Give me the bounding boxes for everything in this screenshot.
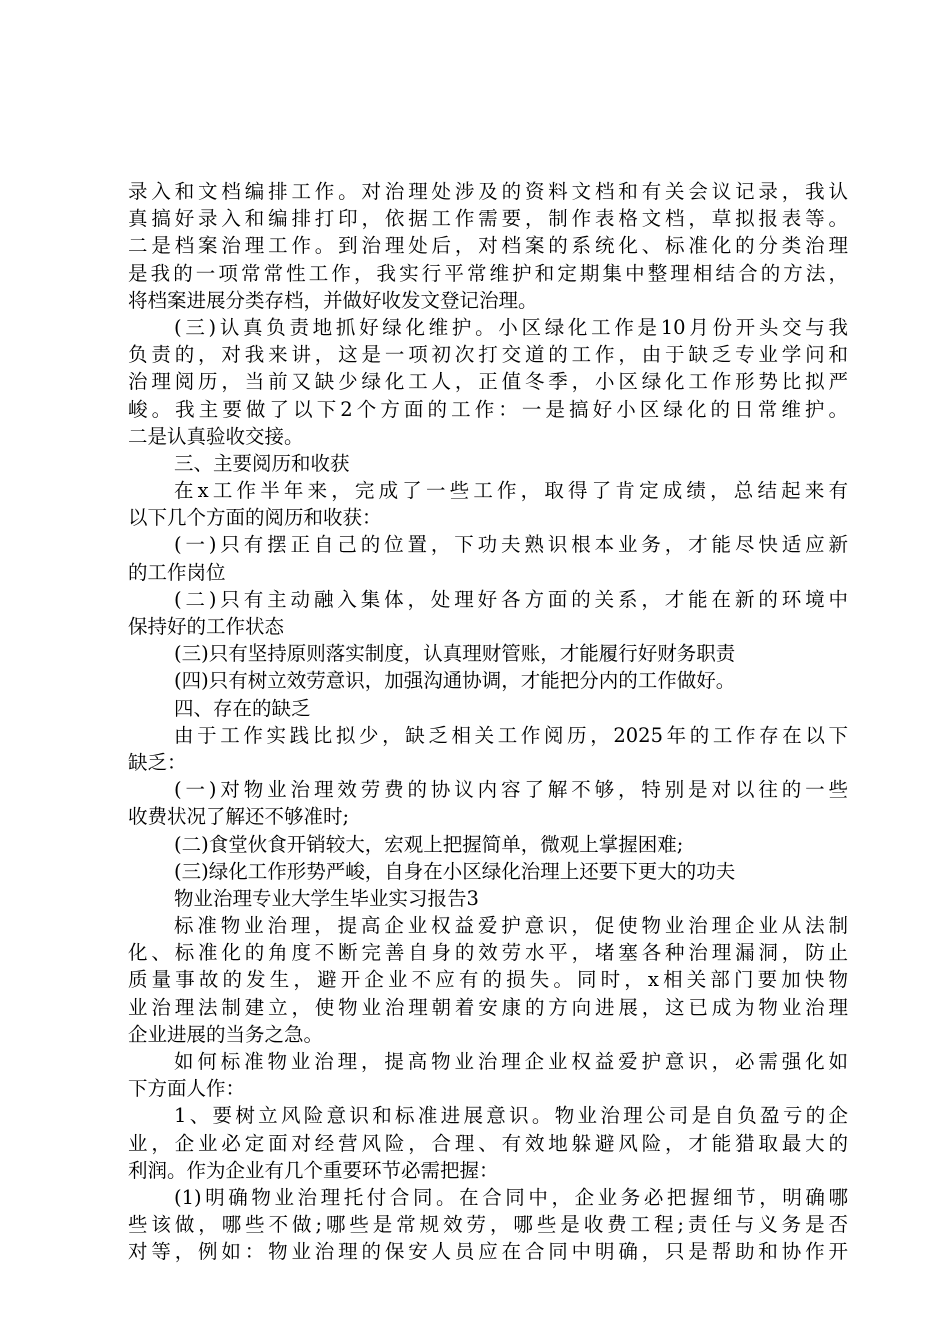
text-line: 录入和文档编排工作。对治理处涉及的资料文档和有关会议记录，我认 bbox=[128, 180, 848, 203]
text-line: 将档案进展分类存档，并做好收发文登记治理。 bbox=[128, 288, 538, 312]
text-line: 四、存在的缺乏 bbox=[174, 696, 311, 720]
text-line: 二是档案治理工作。到治理处后，对档案的系统化、标准化的分类治理 bbox=[128, 234, 848, 258]
text-line: 如何标准物业治理，提高物业治理企业权益爱护意识，必需强化如 bbox=[174, 1050, 848, 1073]
text-line: 负责的，对我来讲，这是一项初次打交道的工作，由于缺乏专业学问和 bbox=[128, 343, 848, 367]
text-line: (三)绿化工作形势严峻，自身在小区绿化治理上还要下更大的功夫 bbox=[174, 859, 736, 883]
text-line: 的工作岗位 bbox=[128, 560, 226, 584]
text-line: 些该做，哪些不做;哪些是常规效劳，哪些是收费工程;责任与义务是否 bbox=[128, 1213, 848, 1237]
text-line: (四)只有树立效劳意识，加强沟通协调，才能把分内的工作做好。 bbox=[174, 669, 736, 693]
text-line: 峻。我主要做了以下2个方面的工作：一是搞好小区绿化的日常维护。 bbox=[128, 397, 848, 421]
text-line: (一)对物业治理效劳费的协议内容了解不够，特别是对以往的一些 bbox=[174, 778, 848, 802]
text-line: 二是认真验收交接。 bbox=[128, 424, 304, 448]
text-line: 是我的一项常常性工作，我实行平常维护和定期集中整理相结合的方法， bbox=[128, 261, 848, 285]
text-line: (三)认真负责地抓好绿化维护。小区绿化工作是10月份开头交与我 bbox=[174, 315, 848, 339]
text-line: 由于工作实践比拟少，缺乏相关工作阅历，2025年的工作存在以下 bbox=[174, 723, 848, 747]
text-line: 真搞好录入和编排打印，依据工作需要，制作表格文档，草拟报表等。 bbox=[128, 207, 848, 231]
text-line: 利润。作为企业有几个重要环节必需把握： bbox=[128, 1158, 499, 1182]
text-line: 企业进展的当务之急。 bbox=[128, 1022, 324, 1046]
text-line: 业，企业必定面对经营风险，合理、有效地躲避风险，才能猎取最大的 bbox=[128, 1131, 848, 1155]
text-line: 保持好的工作状态 bbox=[128, 615, 285, 638]
text-line: 下方面人作： bbox=[128, 1077, 246, 1101]
text-line: 质量事故的发生，避开企业不应有的损失。同时，x相关部门要加快物 bbox=[128, 968, 848, 992]
text-line: 缺乏： bbox=[128, 750, 187, 774]
text-line: 收费状况了解还不够准时; bbox=[128, 805, 350, 829]
text-line: (二)食堂伙食开销较大，宏观上把握简单，微观上掌握困难; bbox=[174, 832, 684, 856]
text-line: 业治理法制建立，使物业治理朝着安康的方向进展，这已成为物业治理 bbox=[128, 995, 848, 1019]
text-line: 以下几个方面的阅历和收获： bbox=[128, 506, 382, 530]
text-line: (三)只有坚持原则落实制度，认真理财管账，才能履行好财务职责 bbox=[174, 642, 736, 666]
text-line: 物业治理专业大学生毕业实习报告3 bbox=[174, 886, 479, 910]
document-body bbox=[128, 178, 848, 1266]
text-line: (一)只有摆正自己的位置，下功夫熟识根本业务，才能尽快适应新 bbox=[174, 533, 848, 557]
text-line: 在x工作半年来，完成了一些工作，取得了肯定成绩，总结起来有 bbox=[174, 479, 848, 503]
text-line: (1)明确物业治理托付合同。在合同中，企业务必把握细节，明确哪 bbox=[174, 1185, 848, 1209]
text-line: 化、标准化的角度不断完善自身的效劳水平，堵塞各种治理漏洞，防止 bbox=[128, 941, 848, 965]
text-line: 标准物业治理，提高企业权益爱护意识，促使物业治理企业从法制 bbox=[174, 914, 848, 938]
text-line: (二)只有主动融入集体，处理好各方面的关系，才能在新的环境中 bbox=[174, 587, 848, 611]
text-line: 1、要树立风险意识和标准进展意识。物业治理公司是自负盈亏的企 bbox=[174, 1104, 848, 1128]
text-line: 治理阅历，当前又缺少绿化工人，正值冬季，小区绿化工作形势比拟严 bbox=[128, 370, 848, 394]
text-line: 三、主要阅历和收获 bbox=[174, 451, 350, 475]
text-line: 对等，例如：物业治理的保安人员应在合同中明确，只是帮助和协作开 bbox=[128, 1240, 848, 1264]
